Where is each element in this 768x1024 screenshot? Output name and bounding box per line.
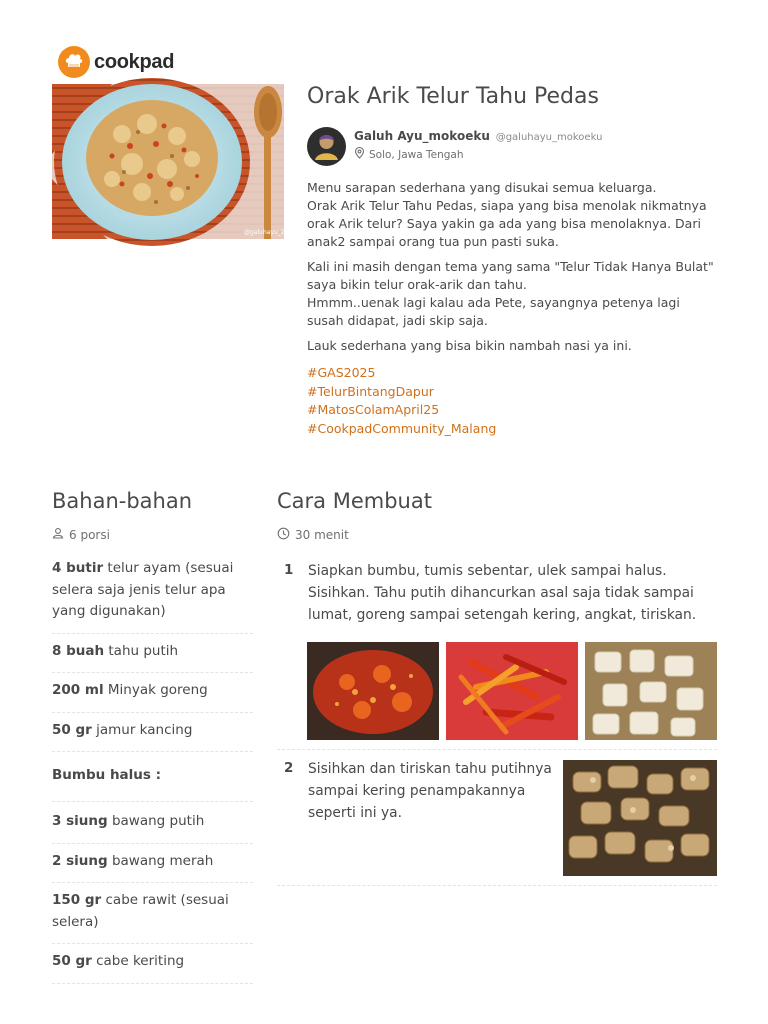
step-number: 2 bbox=[284, 760, 294, 776]
ingredient-item bbox=[52, 718, 253, 753]
ingredient-item bbox=[52, 888, 253, 944]
ingredient-name: cabe keriting bbox=[96, 953, 185, 969]
step-1 bbox=[277, 560, 717, 750]
ingredient-qty: 3 siung bbox=[52, 813, 108, 829]
hashtag-list bbox=[307, 364, 496, 438]
ingredient-item bbox=[52, 849, 253, 884]
cook-time-meta bbox=[277, 527, 349, 543]
author-avatar[interactable] bbox=[307, 127, 346, 166]
step-number: 1 bbox=[284, 562, 294, 578]
ingredient-name: cabe rawit (sesuai selera) bbox=[52, 892, 229, 930]
ingredient-name: bawang merah bbox=[111, 852, 214, 869]
person-icon bbox=[52, 527, 64, 542]
recipe-title: Orak Arik Telur Tahu Pedas bbox=[307, 84, 599, 109]
recipe-description bbox=[307, 179, 717, 362]
ingredient-item bbox=[52, 949, 253, 984]
ingredient-section-label: Bumbu halus : bbox=[52, 757, 253, 802]
hashtag-link[interactable]: #TelurBintangDapur bbox=[307, 383, 434, 399]
ingredient-item bbox=[52, 639, 253, 674]
clock-icon bbox=[277, 527, 290, 543]
description-paragraph-3: Lauk sederhana yang bisa bikin nambah nasi ya ini. bbox=[307, 338, 632, 353]
ingredient-name: Minyak goreng bbox=[107, 682, 208, 698]
ingredient-item bbox=[52, 678, 253, 713]
cookpad-logo[interactable] bbox=[58, 46, 174, 78]
step-photo-chilies[interactable] bbox=[446, 642, 578, 740]
step-photo-tofu[interactable] bbox=[585, 642, 717, 740]
ingredient-qty: 2 siung bbox=[52, 852, 108, 869]
step-text: Siapkan bumbu, tumis sebentar, ulek sampai halus. Sisihkan. Tahu putih dihancurkan asal saja tidak sampai lumat, goreng sampai setengah kering, angkat, tiriskan. bbox=[308, 563, 697, 623]
description-paragraph-1: Menu sarapan sederhana yang disukai semua keluarga. Orak Arik Telur Tahu Pedas, siapa yang bisa menolak nikmatnya orak Arik telur? Saya yakin ga ada yang bisa menolaknya. Dari anak2 sampai orang tua pun pasti suka. bbox=[307, 180, 707, 249]
step-2 bbox=[277, 758, 717, 886]
ingredient-qty: 50 gr bbox=[52, 953, 92, 969]
ingredient-qty: 50 gr bbox=[52, 721, 92, 738]
ingredient-qty: 4 butir bbox=[52, 560, 104, 576]
recipe-hero-photo bbox=[52, 84, 297, 239]
ingredient-name: bawang putih bbox=[111, 813, 205, 829]
ingredient-item bbox=[52, 809, 253, 844]
location-pin-icon bbox=[354, 147, 365, 162]
ingredient-name: tahu putih bbox=[108, 642, 179, 659]
hashtag-link[interactable]: #MatosColamApril25 bbox=[307, 402, 440, 417]
author-location: Solo, Jawa Tengah bbox=[369, 148, 464, 161]
author-block[interactable] bbox=[307, 127, 602, 166]
ingredient-item bbox=[52, 556, 253, 634]
chef-hat-icon bbox=[58, 46, 90, 78]
ingredient-name: jamur kancing bbox=[96, 721, 193, 738]
step-photo-chili-paste[interactable] bbox=[307, 642, 439, 740]
hashtag-link[interactable]: #GAS2025 bbox=[307, 365, 376, 380]
servings-meta bbox=[52, 527, 110, 542]
servings-text: 6 porsi bbox=[69, 527, 110, 542]
ingredients-heading: Bahan-bahan bbox=[52, 489, 193, 513]
author-handle: @galuhayu_mokoeku bbox=[495, 132, 603, 143]
ingredient-qty: 150 gr bbox=[52, 892, 102, 908]
step-photo-fried-tofu[interactable] bbox=[563, 760, 717, 876]
ingredient-name: telur ayam (sesuai selera saja jenis telur apa yang digunakan) bbox=[52, 560, 234, 619]
steps-heading: Cara Membuat bbox=[277, 489, 432, 513]
brand-name: cookpad bbox=[94, 50, 175, 73]
description-paragraph-2: Kali ini masih dengan tema yang sama "Telur Tidak Hanya Bulat" saya bikin telur orak-arik dan tahu. Hmmm..uenak lagi kalau ada Pete, sayangnya petenya lagi susah didapat, jadi skip saja. bbox=[307, 259, 714, 328]
cook-time-text: 30 menit bbox=[295, 528, 349, 542]
hashtag-link[interactable]: #CookpadCommunity_Malang bbox=[307, 420, 497, 436]
hero-watermark: @galuhayu_2025 bbox=[244, 229, 297, 236]
ingredient-qty: 8 buah bbox=[52, 642, 105, 659]
ingredient-qty: 200 ml bbox=[52, 682, 104, 698]
step-text: Sisihkan dan tiriskan tahu putihnya sampai kering penampakannya seperti ini ya. bbox=[308, 761, 552, 821]
author-name[interactable]: Galuh Ayu_mokoeku bbox=[354, 129, 490, 143]
ingredient-list bbox=[52, 556, 253, 989]
